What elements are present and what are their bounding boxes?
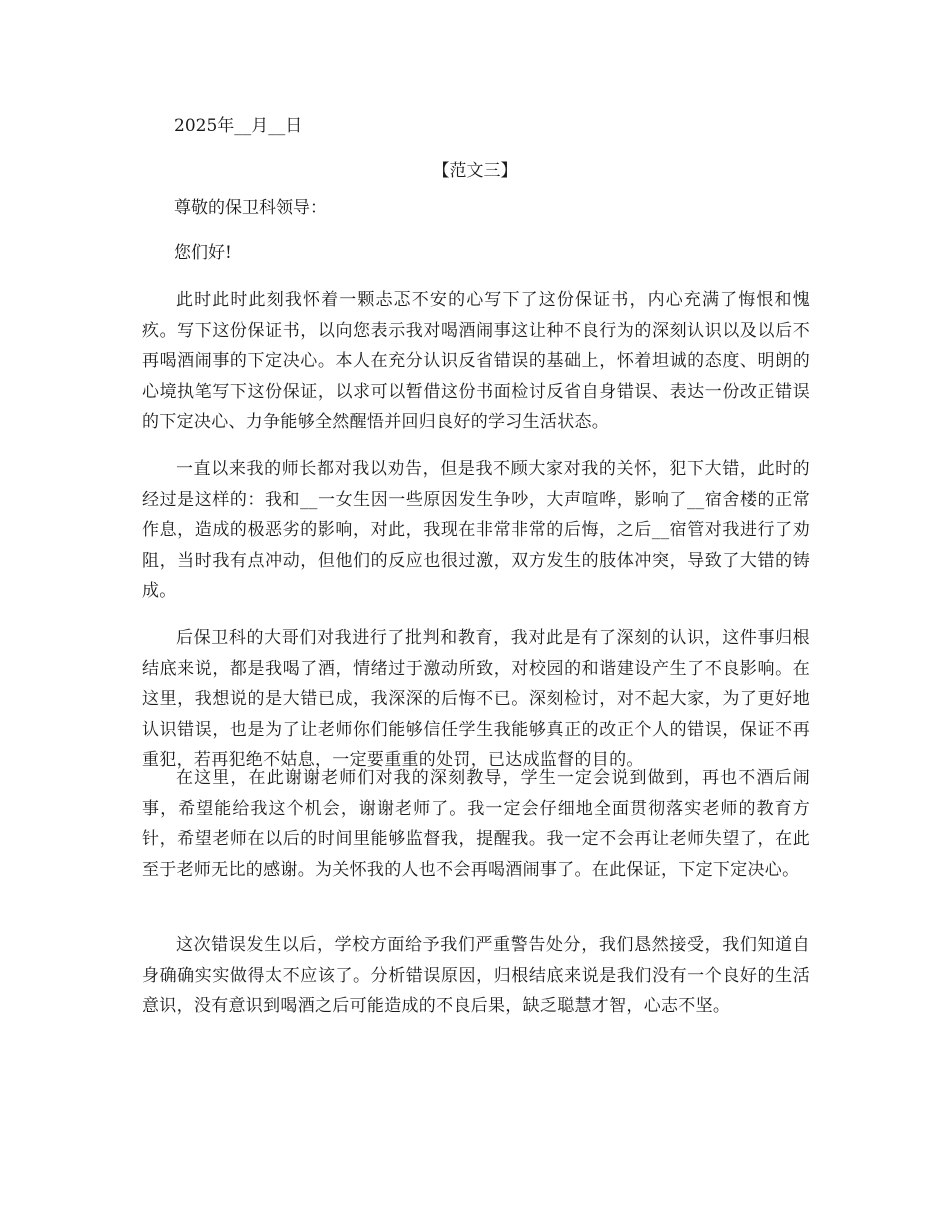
body-paragraph: 后保卫科的大哥们对我进行了批判和教育，我对此是有了深刻的认识，这件事归根结底来说，都是我喝了酒，情绪过于激动所致，对校园的和谐建设产生了不良影响。在这里，我想说的是大错已成，我深深的后悔不已。深刻检讨，对不起大家，为了更好地认识错误，也是为了让老师你们能够信任学生我能够真正的改正个人的错误，保证不再重犯，若再犯绝不姑息，一定要重重的处罚，已达成监督的目的。 — [142, 628, 810, 770]
body-paragraph: 一直以来我的师长都对我以劝告，但是我不顾大家对我的关怀，犯下大错，此时的经过是这样的：我和__一女生因一些原因发生争吵，大声喧哗，影响了__宿舍楼的正常作息，造成的极恶劣的影响，对此，我现在非常非常的后悔，之后__宿管对我进行了劝阻，当时我有点冲动，但他们的反应也很过激，双方发生的肢体冲突，导致了大错的铸成。 — [142, 459, 810, 601]
body-paragraph: 在这里，在此谢谢老师们对我的深刻教导，学生一定会说到做到，再也不酒后闹事，希望能给我这个机会，谢谢老师了。我一定会仔细地全面贯彻落实老师的教育方针，希望老师在以后的时间里能够监督我，提醒我。我一定不会再让老师失望了，在此至于老师无比的感谢。为关怀我的人也不会再喝酒闹事了。在此保证，下定下定决心。 — [142, 768, 810, 880]
salutation: 尊敬的保卫科领导： — [174, 198, 327, 218]
greeting: 您们好! — [174, 243, 232, 263]
body-paragraph: 此时此时此刻我怀着一颗忐忑不安的心写下了这份保证书，内心充满了悔恨和愧疚。写下这份保证书，以向您表示我对喝酒闹事这让种不良行为的深刻认识以及以后不再喝酒闹事的下定决心。本人在充分认识反省错误的基础上，怀着坦诚的态度、明朗的心境执笔写下这份保证，以求可以暂借这份书面检讨反省自身错误、表达一份改正错误的下定决心、力争能够全然醒悟并回归良好的学习生活状态。 — [142, 290, 810, 432]
body-paragraph: 这次错误发生以后，学校方面给予我们严重警告处分，我们恳然接受，我们知道自身确确实实做得太不应该了。分析错误原因，归根结底来说是我们没有一个良好的生活意识，没有意识到喝酒之后可能造成的不良后果，缺乏聪慧才智，心志不坚。 — [142, 935, 810, 1016]
section-heading: 【范文三】 — [432, 161, 518, 181]
date-line: 2025年__月__日 — [174, 116, 303, 136]
